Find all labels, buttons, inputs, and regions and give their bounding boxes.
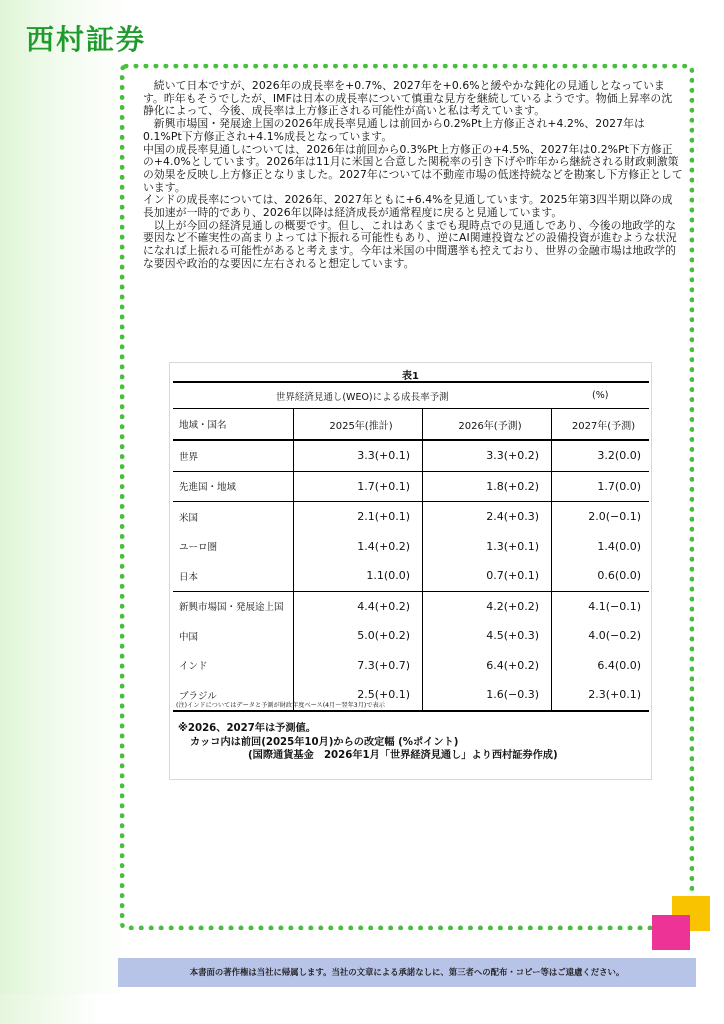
- paragraph-summary: 以上が今回の経済見通しの概要です。但し、これはあくまでも現時点での見通しであり、今後の地政学的な要因など不確実性の高まりよっては下振れる可能性もあり、逆にAI関連投資などの設備投資が進むような状況になれば上振れる可能性があると考えます。今年は米国の中間選挙も控えており、世界の金融市場は地政学的な要因や政治的な要因に左右されると想定しています。: [143, 218, 677, 270]
- table-footnotes: [178, 722, 558, 763]
- bottom-green-tint: [0, 994, 724, 1024]
- row-2025: 2.1(+0.1): [294, 502, 423, 532]
- row-2027: 0.6(0.0): [597, 569, 641, 583]
- row-region: インド: [173, 651, 294, 681]
- table-header-row: [173, 409, 649, 441]
- row-2027: 4.1(−0.1): [552, 591, 650, 621]
- table-title: 世界経済見通し(WEO)による成長率予測: [173, 382, 552, 409]
- row-region: ブラジル: [173, 680, 294, 711]
- row-2025: 1.1(0.0): [294, 561, 423, 591]
- row-2026: 0.7(+0.1): [423, 561, 552, 591]
- row-2026: 4.5(+0.3): [423, 621, 552, 651]
- table-row: [173, 591, 649, 621]
- row-2025: 1.4(+0.2): [294, 532, 423, 562]
- brand-logo: 西村証券: [26, 23, 147, 56]
- row-region: 米国: [173, 502, 294, 532]
- paragraph-emerging: 新興市場国・発展途上国の2026年成長率見通しは前回から0.2%Pt上方修正され+4.2%、2027年は0.1%Pt下方修正され+4.1%成長となっています。: [143, 117, 645, 143]
- table-title-row: [173, 382, 649, 409]
- row-2027: 2.0(−0.1): [552, 502, 650, 532]
- row-2027: 1.4(0.0): [597, 539, 641, 553]
- row-2026: 1.8(+0.2): [423, 471, 552, 502]
- table-row: [173, 621, 649, 651]
- row-2025: 4.4(+0.2): [294, 591, 423, 621]
- row-2025: 1.7(+0.1): [294, 471, 423, 502]
- magenta-accent-square: [652, 915, 690, 950]
- row-region: 世界: [173, 440, 294, 471]
- row-region: 先進国・地域: [173, 471, 294, 502]
- table-row: [173, 651, 649, 681]
- row-2027: 1.7(0.0): [552, 471, 650, 502]
- table-label: 表1: [402, 371, 419, 382]
- table-row: [173, 502, 649, 532]
- body-text: [143, 80, 683, 271]
- table-row: [173, 532, 649, 562]
- row-2027: 6.4(0.0): [597, 658, 641, 672]
- row-region: 日本: [173, 561, 294, 591]
- paragraph-india: インドの成長率については、2026年、2027年ともに+6.4%を見通しています。2025年第3四半期以降の成長加速が一時的であり、2026年以降は経済成長が通常程度に戻ると見通しています。: [143, 193, 673, 220]
- row-2025: 7.3(+0.7): [294, 651, 423, 681]
- footnote-source: (国際通貨基金 2026年1月「世界経済見通し」より西村証券作成): [248, 750, 558, 761]
- row-region: 中国: [173, 621, 294, 651]
- row-2026: 1.3(+0.1): [423, 532, 552, 562]
- row-2025: 3.3(+0.1): [294, 440, 423, 471]
- row-2027: 4.0(−0.2): [588, 629, 641, 643]
- header-region: 地域・国名: [173, 409, 294, 441]
- growth-forecast-table-panel: [169, 362, 652, 780]
- row-region: 新興市場国・発展途上国: [173, 591, 294, 621]
- growth-forecast-table: [173, 381, 649, 712]
- row-2025: 5.0(+0.2): [294, 621, 423, 651]
- row-2026: 3.3(+0.2): [423, 440, 552, 471]
- table-note: (注)インドについてはデータと予測が財政年度ベース(4月～翌年3月)で表示: [176, 702, 385, 709]
- header-2027: 2027年(予測): [552, 409, 650, 441]
- table-row: [173, 471, 649, 502]
- row-2026: 4.2(+0.2): [423, 591, 552, 621]
- row-2026: 6.4(+0.2): [423, 651, 552, 681]
- table-row: [173, 561, 649, 591]
- row-2027: 2.3(+0.1): [552, 680, 650, 711]
- row-region: ユーロ圏: [173, 532, 294, 562]
- paragraph-china: 中国の成長率見通しについては、2026年は前回から0.3%Pt上方修正の+4.5%、2027年は0.2%Pt下方修正の+4.0%としています。2026年は11月に米国と合意した関税率の引き下げや昨年から継続される財政刺激策の効果を反映し上方修正となりました。2027年については不動産市場の低迷持続などを勘案し下方修正としています。: [143, 142, 683, 194]
- row-2025: 2.5(+0.1): [294, 680, 423, 711]
- table-unit: (%): [552, 382, 650, 409]
- table-row: [173, 440, 649, 471]
- paragraph-japan: 続いて日本ですが、2026年の成長率を+0.7%、2027年を+0.6%と緩やかな鈍化の見通しとなっています。昨年もそうでしたが、IMFは日本の成長率について慎重な見方を継続しているようです。物価上昇率の沈静化によって、今後、成長率は上方修正される可能性が高いと私は考えています。: [143, 79, 673, 118]
- copyright-notice: 本書面の著作権は当社に帰属します。当社の文章による承諾なしに、第三者への配布・コピー等はご遠慮ください。: [118, 958, 696, 987]
- footnote-forecast: ※2026、2027年は予測値。: [178, 723, 316, 734]
- header-2025: 2025年(推計): [294, 409, 423, 441]
- header-2026: 2026年(予測): [423, 409, 552, 441]
- row-2027: 3.2(0.0): [597, 449, 641, 463]
- row-2026: 2.4(+0.3): [423, 502, 552, 532]
- row-2026: 1.6(−0.3): [423, 680, 552, 711]
- footnote-revision: カッコ内は前回(2025年10月)からの改定幅 (%ポイント): [190, 736, 459, 748]
